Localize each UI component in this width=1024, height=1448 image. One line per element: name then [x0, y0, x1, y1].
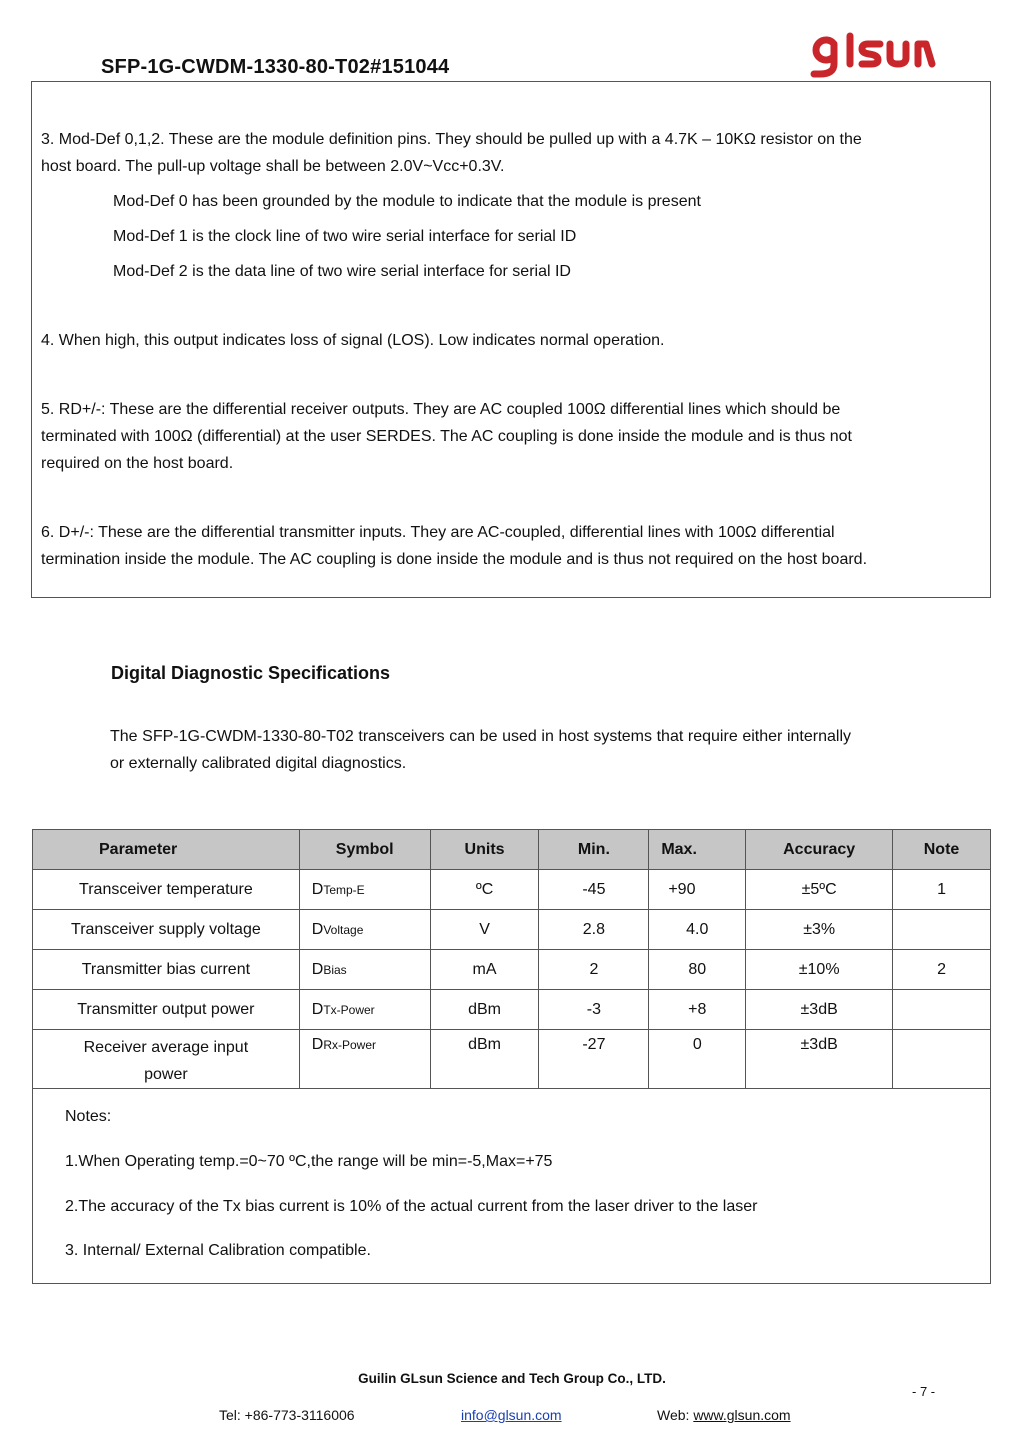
footer-web-link[interactable]: www.glsun.com	[693, 1407, 791, 1423]
cell-symbol: DRx-Power	[299, 1030, 430, 1089]
pin-note-6-line-1: 6. D+/-: These are the differential transmitter inputs. They are AC-coupled, differential lines with 100Ω differential	[41, 524, 835, 541]
cell-min: -45	[539, 870, 649, 910]
cell-min: -27	[539, 1030, 649, 1089]
document-title: SFP-1G-CWDM-1330-80-T02#151044	[101, 56, 450, 78]
cell-parameter: Transmitter output power	[33, 990, 300, 1030]
header-accuracy: Accuracy	[746, 830, 893, 870]
cell-parameter: Transmitter bias current	[33, 950, 300, 990]
note-item: 1.When Operating temp.=0~70 ºC,the range will be min=-5,Max=+75	[65, 1153, 553, 1170]
pin-note-3-line-1: 3. Mod-Def 0,1,2. These are the module definition pins. They should be pulled up with a 4.7K – 10KΩ resistor on the	[41, 131, 862, 148]
header-units: Units	[430, 830, 539, 870]
cell-accuracy: ±3dB	[746, 1030, 893, 1089]
cell-accuracy: ±5ºC	[746, 870, 893, 910]
cell-parameter: Transceiver temperature	[33, 870, 300, 910]
header-min: Min.	[539, 830, 649, 870]
cell-max: 0	[649, 1030, 746, 1089]
cell-accuracy: ±10%	[746, 950, 893, 990]
header-note: Note	[893, 830, 991, 870]
note-item: 3. Internal/ External Calibration compatible.	[65, 1242, 371, 1259]
cell-units: V	[430, 910, 539, 950]
section-intro: The SFP-1G-CWDM-1330-80-T02 transceivers can be used in host systems that require either internally or externally calibrated digital diagnostics.	[110, 728, 851, 772]
cell-units: dBm	[430, 1030, 539, 1089]
cell-units: mA	[430, 950, 539, 990]
cell-symbol: DVoltage	[299, 910, 430, 950]
cell-min: -3	[539, 990, 649, 1030]
cell-parameter: Receiver average input power	[33, 1030, 300, 1089]
pin-note-3-line-2: host board. The pull-up voltage shall be between 2.0V~Vcc+0.3V.	[41, 158, 505, 175]
pin-note-5-line-2: terminated with 100Ω (differential) at the user SERDES. The AC coupling is done inside the module and is thus not	[41, 428, 852, 445]
mod-def-0-description: Mod-Def 0 has been grounded by the module to indicate that the module is present	[113, 193, 701, 210]
cell-max: +90	[649, 870, 746, 910]
cell-note	[893, 990, 991, 1030]
table-row	[33, 990, 991, 1030]
glsun-logo	[806, 30, 936, 80]
header-max: Max.	[649, 830, 746, 870]
cell-note: 1	[893, 870, 991, 910]
cell-note: 2	[893, 950, 991, 990]
footer-company: Guilin GLsun Science and Tech Group Co., LTD.	[358, 1371, 666, 1386]
cell-max: 4.0	[649, 910, 746, 950]
table-header-row	[33, 830, 991, 870]
cell-max: 80	[649, 950, 746, 990]
mod-def-2-description: Mod-Def 2 is the data line of two wire serial interface for serial ID	[113, 263, 571, 280]
cell-symbol: DTemp-E	[299, 870, 430, 910]
mod-def-1-description: Mod-Def 1 is the clock line of two wire serial interface for serial ID	[113, 228, 577, 245]
cell-units: ºC	[430, 870, 539, 910]
table-row	[33, 910, 991, 950]
table-row	[33, 950, 991, 990]
table-row	[33, 870, 991, 910]
header-parameter: Parameter	[33, 830, 300, 870]
cell-min: 2.8	[539, 910, 649, 950]
section-title: Digital Diagnostic Specifications	[111, 663, 391, 683]
cell-min: 2	[539, 950, 649, 990]
cell-units: dBm	[430, 990, 539, 1030]
pin-note-4: 4. When high, this output indicates loss of signal (LOS). Low indicates normal operation.	[41, 332, 665, 349]
cell-accuracy: ±3dB	[746, 990, 893, 1030]
cell-symbol: DTx-Power	[299, 990, 430, 1030]
pin-descriptions-box	[31, 81, 991, 598]
pin-note-5-line-3: required on the host board.	[41, 455, 234, 472]
header-symbol: Symbol	[299, 830, 430, 870]
pin-note-6-line-2: termination inside the module. The AC coupling is done inside the module and is thus not required on the host board.	[41, 551, 868, 568]
cell-note	[893, 1030, 991, 1089]
cell-max: +8	[649, 990, 746, 1030]
cell-accuracy: ±3%	[746, 910, 893, 950]
footer-web: Web: www.glsun.com	[657, 1407, 791, 1423]
footer-tel: Tel: +86-773-3116006	[219, 1407, 355, 1423]
notes-heading: Notes:	[65, 1108, 112, 1125]
diagnostic-spec-table	[32, 829, 991, 1089]
footer-email-link[interactable]: info@glsun.com	[461, 1407, 562, 1423]
table-row	[33, 1030, 991, 1089]
note-item: 2.The accuracy of the Tx bias current is 10% of the actual current from the laser driver to the laser	[65, 1198, 758, 1215]
cell-note	[893, 910, 991, 950]
table-notes-box	[32, 1085, 991, 1284]
pin-note-5-line-1: 5. RD+/-: These are the differential receiver outputs. They are AC coupled 100Ω differential lines which should be	[41, 401, 841, 418]
cell-symbol: DBias	[299, 950, 430, 990]
page-number: - 7 -	[912, 1384, 936, 1399]
cell-parameter: Transceiver supply voltage	[33, 910, 300, 950]
